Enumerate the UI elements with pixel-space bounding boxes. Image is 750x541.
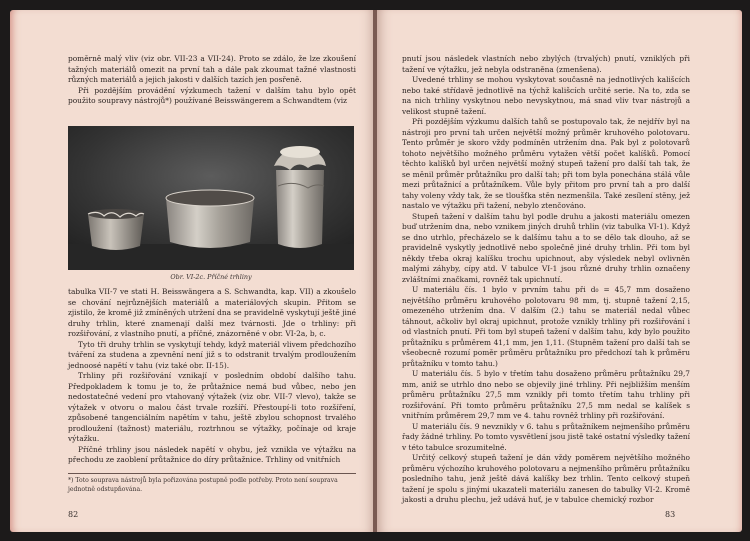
paragraph: Tyto tři druhy trhlin se vyskytují tehdy, když materiál vlivem předchozího tváření za studena a zpevnění není již s to odstranit trvalým prodloužením jednoosé napětí v tahu (viz také obr. II-15). bbox=[68, 339, 356, 370]
paragraph: Příčné trhliny jsou následek napětí v ohybu, jež vznikla ve výtažku na přechodu ze zaoblení průtažnice do díry průtažnice. Trhliny od vnitřních bbox=[68, 444, 356, 464]
page-number: 83 bbox=[665, 510, 676, 519]
paragraph: Uvedené trhliny se mohou vyskytovat současně na jednotlivých kališcích nebo také střídavě jednotlivě na týchž kališcích určité serie. Na to, zda se na nich trhliny vyskytnou nebo nevyskytnou, má snad vliv tvar nástrojů a velikost stupně tažení. bbox=[402, 75, 690, 116]
paragraph: U materiálu čís. 9 nevznikly v 6. tahu s průtažníkem nejmenšího průměru řady žádné trhliny. Po tomto vysvětlení jsou jistě také ostatní výsledky tažení v této tabulce srozumitelné. bbox=[402, 421, 690, 452]
wide-cup bbox=[166, 190, 254, 248]
book-spread bbox=[10, 10, 742, 532]
footnote-text: *) Toto souprava nástrojů byla pořizována postupně podle potřeby. Proto není souprava jednotně odstupňována. bbox=[68, 477, 338, 493]
left-bottom-text bbox=[68, 287, 356, 466]
paragraph: tabulka VII-7 ve stati H. Beisswängera a S. Schwandta, kap. VII) a zkoušelo se chování nejrůznějších materiálů a materiálových skupin. Přitom se zjistilo, že kromě již zmíněných utržení dna se pravidelně vyskytují ještě jiné druhy trhlin, které znamenají další mez tvárnosti. Jde o trhliny: při rozšiřování, z vlastního pnutí, a příčné, znázorněné v obr. VI-2a, b, c. bbox=[68, 287, 356, 338]
paragraph: poměrně malý vliv (viz obr. VII-23 a VII-24). Proto se zdálo, že lze zkoušení tažných materiálů omezit na první tah a dále pak zkoumat tažné vlastnosti různých materiálů a jejich jakosti v dalších tazích jen posřeně. bbox=[68, 54, 356, 84]
paragraph: Trhliny při rozšiřování vznikají v posledním období dalšího tahu. Předpokladem k tomu je to, že průtažnice nemá bud vůbec, nebo jen nedostatečné vedení pro vtahovaný výtažek (viz obr. VII-7 vlevo), takže se výtažek v otvoru o malou část trvale rozšíří. Přestoupí-li toto rozšíření, způsobené tangenciálním napětím v tahu, ještě zbylou schopnost trvalého prodloužení (tažnost) materiálu, roztrhnou se výtažky, počínaje od kraje výtažku. bbox=[68, 371, 356, 443]
tall-cup bbox=[274, 146, 326, 248]
right-text bbox=[402, 54, 690, 506]
right-page bbox=[377, 10, 742, 532]
footnote bbox=[68, 473, 356, 494]
left-top-text bbox=[68, 54, 356, 107]
figure-caption: Obr. VI-2c. Příčné trhliny bbox=[170, 273, 252, 281]
paragraph: Při pozdějším výzkumu dalších tahů se postupovalo tak, že nejdřív byl na nástroji pro první tah určen největší možný průměr kruhového polotovaru. Tento průměr je skoro vždy podmíněn utržením dna. Pak byl z polotovarů tohoto největšího možného průměru vytažen větší počet kalíšků. Pomocí těchto kalíšků byl určen největší možný stupeň tažení pro další tah tak, že se měnil průměr průtažníku pro další tah; při tom byla ponechána stálá vůle mezi průtažnicí a průtažníkem. Vůle byly přitom pro první tah a pro další tahy voleny vždy tak, že se tloušťka stěn nezmenšila. Také zesílení stěny, jež nastalo ve výtažku při tažení, nebylo ztenčováno. bbox=[402, 117, 690, 210]
paragraph: Při pozdějším provádění výzkumech tažení v dalším tahu bylo opět použito soupravy nástrojů*) používané Beisswängerem a Schwandtem (viz bbox=[68, 85, 356, 105]
paragraph: U materiálu čís. 1 bylo v prvním tahu při d₀ = 45,7 mm dosaženo největšího průměru kruhového polotovaru 98 mm, tj. stupně tažení 2,15, omezeného utržením dna. V dalším (2.) tahu se materiál nedal vůbec táhnout, ačkoliv byl okraj upichnut, protože vznikly trhliny při rozšiřování i od vlastních pnutí. Při tom byl stupeň tažení v dalším tahu, kdy bylo použito průtažníku s průměrem 41,1 mm, jen 1,11. (Stupněm tažení pro další tah se všeobecně rozumí poměr průměru průtažníku pro předchozí tah k průměru průtažníku v tomto tahu.) bbox=[402, 285, 690, 368]
left-page bbox=[10, 10, 375, 532]
paragraph: Určitý celkový stupeň tažení je dán vždy poměrem největšího možného průměru výchozího kruhového polotovaru a nejmenšího průměru průtažníku posledního tahu, jenž ještě dává kalíšky bez trhlin. Tento celkový stupeň tažení je spolu s jinými ukazateli materiálu zanesen do tabulky VI-2. Kromě jakosti a druhu plechu, jež udává huť, je v tabulce chemický rozbor bbox=[402, 453, 690, 504]
paragraph: Stupeň tažení v dalším tahu byl podle druhu a jakosti materiálu omezen buď utržením dna, nebo vznikem jiných druhů trhlin (viz tabulka VI-1). Když se dno utrhlo, přecházelo se k dalšímu tahu a to se dělo tak dlouho, až se pravidelně vyskytly jednotlivě nebo společně jiné druhy trhlin. Při tom byl někdy třeba okraj kalíšku trochu upichnout, aby výsledek nebyl ovlivněn malými záhyby, cípy atd. V tabulce VI-1 jsou různé druhy trhlin označeny zvláštními značkami, rovněž tak upichnutí. bbox=[402, 211, 690, 284]
paragraph: pnutí jsou následek vlastních nebo zbylých (trvalých) pnutí, vzniklých při tažení ve výtažku, jež nebyla odstraněna (zmenšena). bbox=[402, 54, 690, 74]
shallow-cup bbox=[88, 209, 144, 250]
paragraph: U materiálu čís. 5 bylo v třetím tahu dosaženo průměru průtažníku 29,7 mm, aniž se utrhlo dno nebo se objevily jiné trhliny. Při nejbližším menším průměru průtažníku 27,5 mm vznikly při tomto třetím tahu trhliny při rozšiřování. Při tomto průměru průtažníku 27,5 mm nedal se kalíšek s vnitřním průměrem 29,7 mm ve 4. tahu rovněž trhliny při rozšiřování. bbox=[402, 369, 690, 420]
cracked-cups-photo bbox=[68, 126, 354, 270]
page-number: 82 bbox=[68, 510, 79, 519]
